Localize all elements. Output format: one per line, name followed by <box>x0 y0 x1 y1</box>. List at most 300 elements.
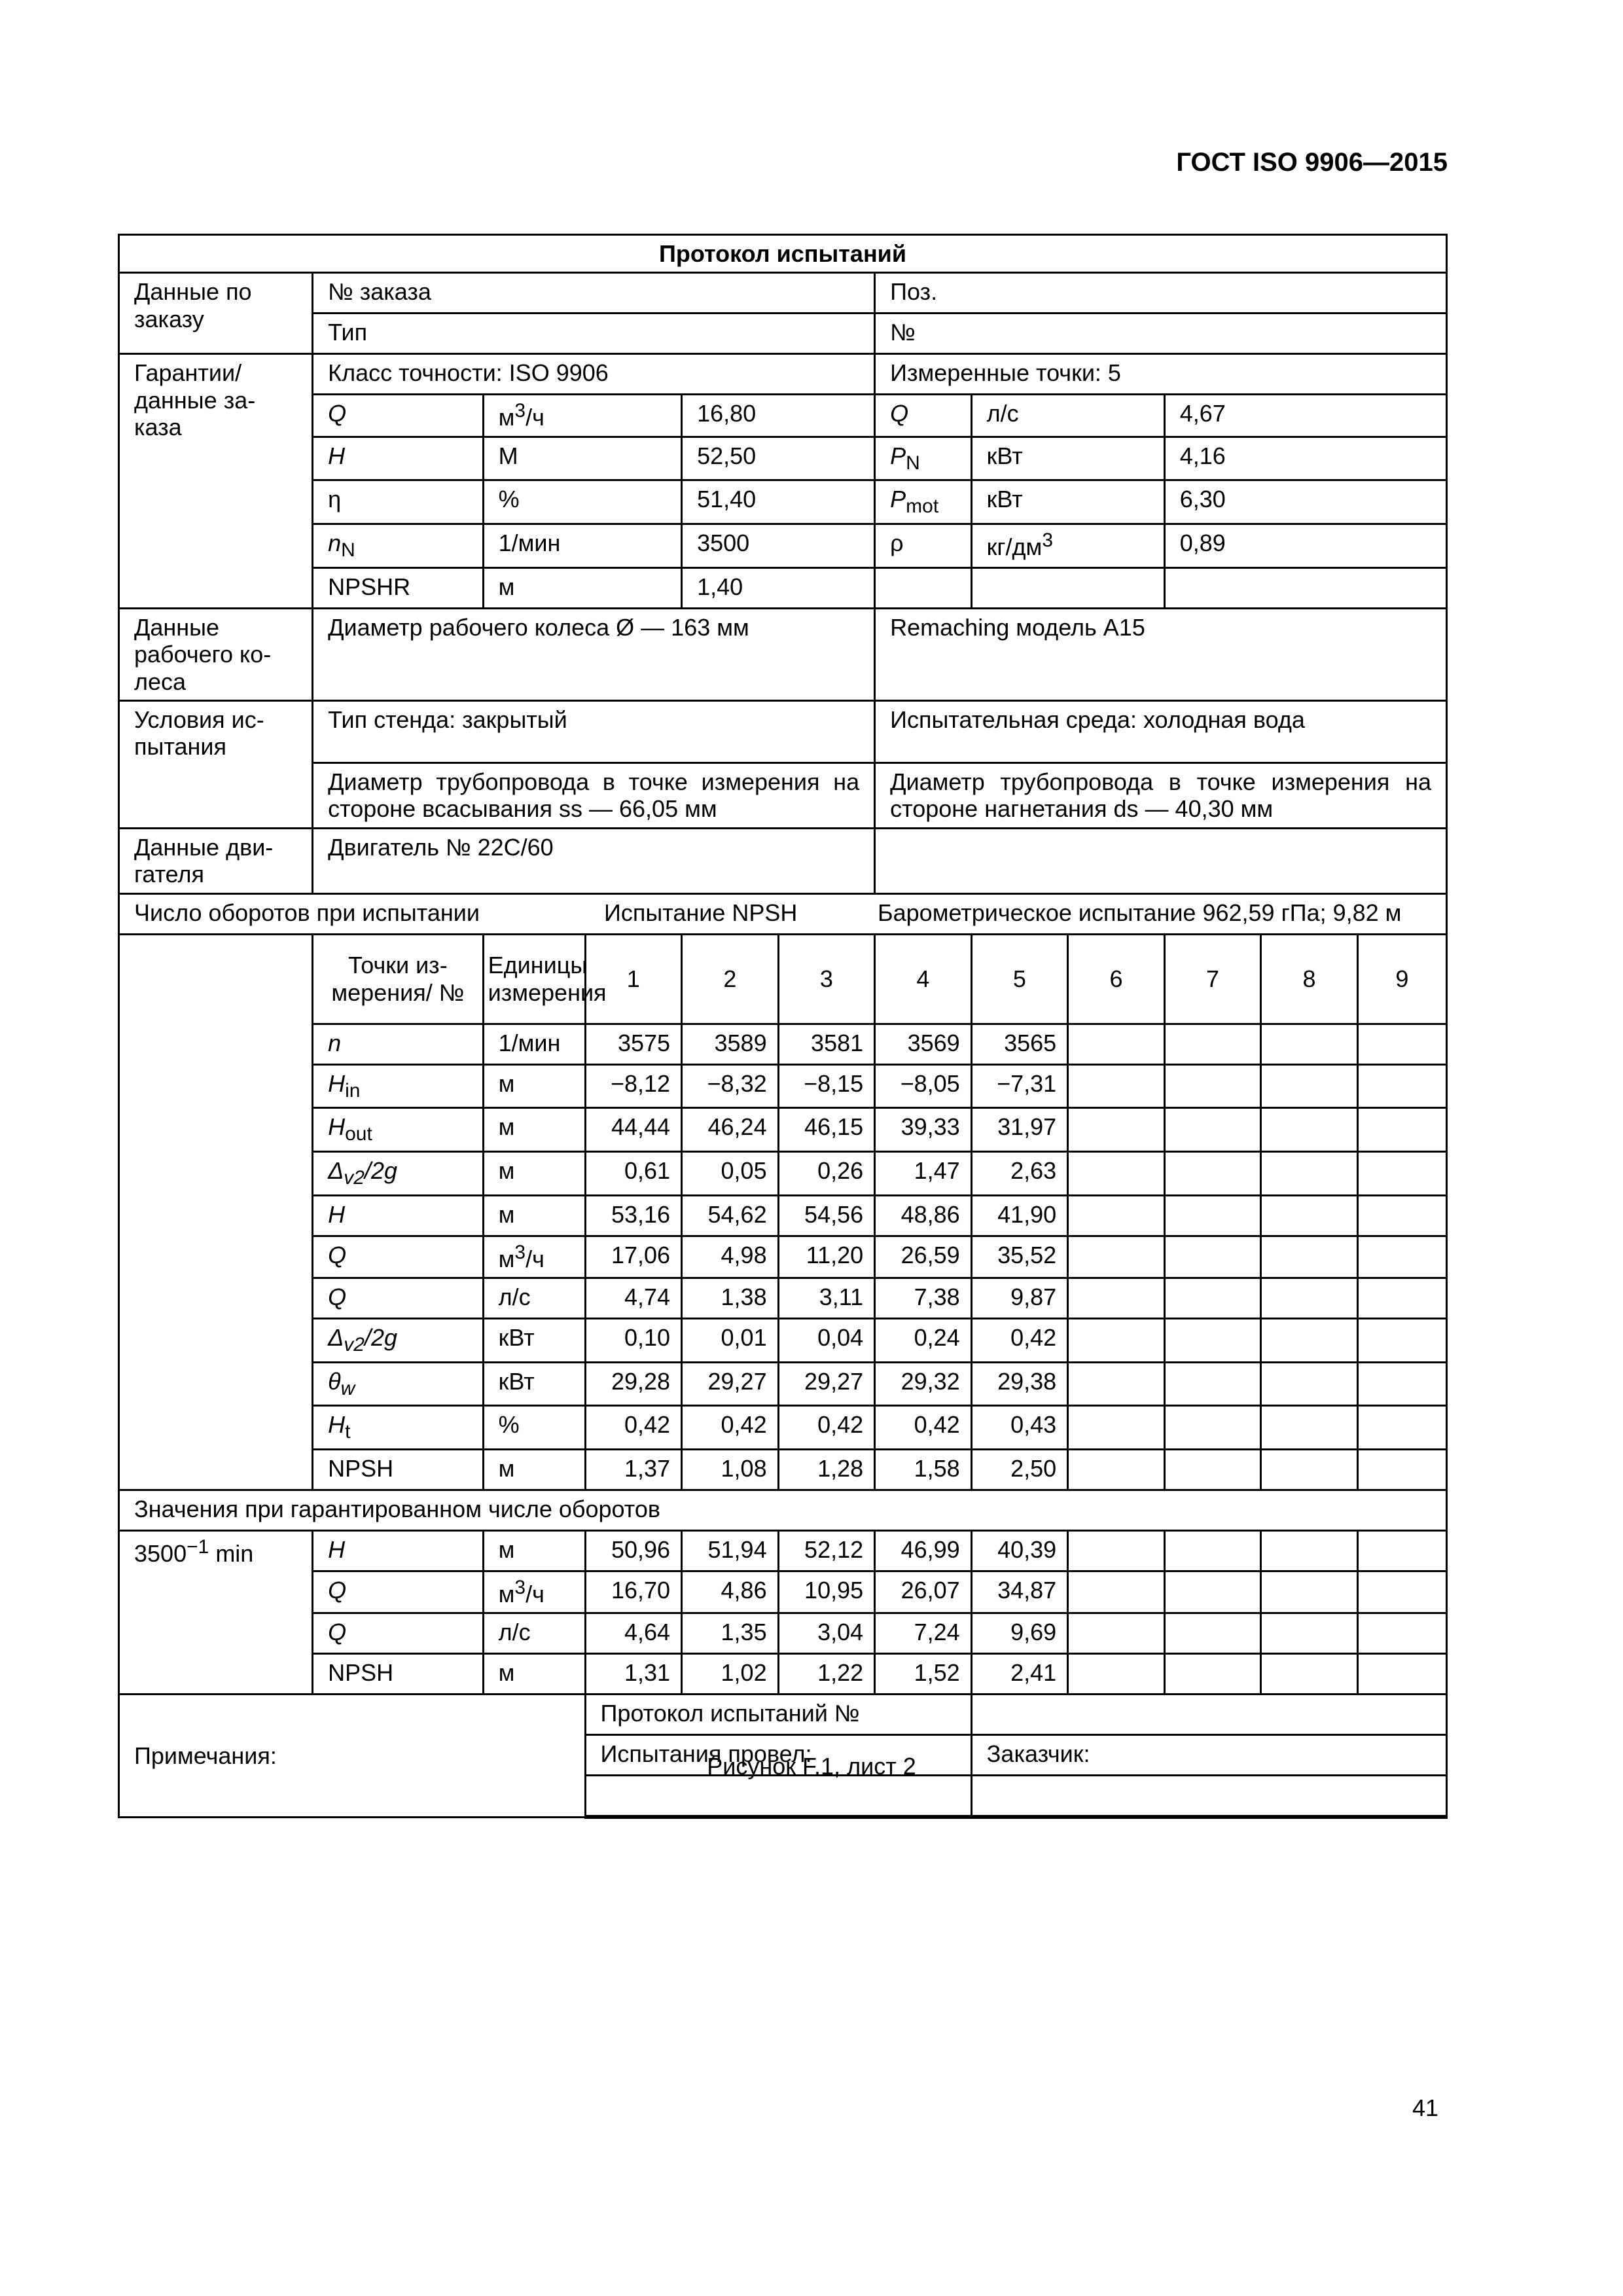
unit-text: кВт <box>986 486 1023 513</box>
guaranteed-value <box>1357 1531 1446 1571</box>
guaranteed-value <box>1357 1613 1446 1654</box>
guarantee-row <box>119 480 1447 524</box>
guaranteed-value <box>1068 1654 1165 1695</box>
symbol: H <box>328 1069 346 1097</box>
symbol: Q <box>328 400 347 427</box>
symbol: θ <box>328 1367 341 1395</box>
measurement-symbol <box>313 1278 484 1319</box>
measurement-row <box>119 1024 1447 1064</box>
guarantee-value: 3500 <box>682 524 875 568</box>
guaranteed-value: 40,39 <box>971 1531 1068 1571</box>
unit-superscript: 3 <box>514 1241 526 1263</box>
guarantee-symbol <box>313 395 484 437</box>
measurement-value: −8,32 <box>682 1064 779 1108</box>
guarantee-symbol <box>313 437 484 480</box>
measurement-unit <box>483 1064 585 1108</box>
guaranteed-row <box>119 1571 1447 1613</box>
symbol: NPSH <box>328 1659 394 1687</box>
unit-text: м <box>498 1659 515 1687</box>
notes-cell: Примечания: <box>119 1695 586 1818</box>
measurement-value <box>1357 1064 1446 1108</box>
guarantee-row <box>119 395 1447 437</box>
measurement-value: 0,43 <box>971 1406 1068 1450</box>
motor-label: Данные дви- гателя <box>119 828 313 893</box>
measurement-value <box>1068 1278 1165 1319</box>
customer-cell: Заказчик: <box>971 1735 1446 1776</box>
measurement-value: 26,59 <box>875 1236 972 1278</box>
unit-text: м <box>498 1581 515 1608</box>
guarantee-value-right: 6,30 <box>1164 480 1446 524</box>
measurement-value <box>1164 1362 1261 1406</box>
guaranteed-value: 51,94 <box>682 1531 779 1571</box>
measurement-value <box>1261 1362 1358 1406</box>
unit-text: м <box>498 1200 515 1228</box>
measurement-symbol <box>313 1450 484 1490</box>
measurement-value: 7,38 <box>875 1278 972 1319</box>
unit-text: м <box>498 1536 515 1564</box>
measurement-value <box>1164 1450 1261 1490</box>
measurement-value: 1,28 <box>778 1450 875 1490</box>
symbol: NPSH <box>328 1455 394 1482</box>
guaranteed-value: 50,96 <box>585 1531 682 1571</box>
measurement-value: 0,42 <box>682 1406 779 1450</box>
measurement-value <box>1164 1024 1261 1064</box>
measurement-value: 41,90 <box>971 1195 1068 1236</box>
symbol: Δ <box>328 1157 344 1184</box>
measurement-value: 0,01 <box>682 1319 779 1363</box>
guaranteed-speed-label <box>119 1531 313 1695</box>
measurement-row <box>119 1362 1447 1406</box>
guaranteed-row <box>119 1531 1447 1571</box>
guaranteed-value: 9,69 <box>971 1613 1068 1654</box>
measurement-value <box>1068 1406 1165 1450</box>
guarantee-row <box>119 437 1447 480</box>
guaranteed-symbol <box>313 1613 484 1654</box>
measurement-value <box>1357 1362 1446 1406</box>
guaranteed-value: 1,31 <box>585 1654 682 1695</box>
measurement-row <box>119 1195 1447 1236</box>
symbol: NPSHR <box>328 573 411 600</box>
measurement-row <box>119 1236 1447 1278</box>
point-number-header: 8 <box>1261 934 1358 1024</box>
symbol-subscript: in <box>345 1079 361 1102</box>
symbol: ρ <box>890 529 904 557</box>
motor-empty-cell <box>875 828 1447 893</box>
point-number-header: 7 <box>1164 934 1261 1024</box>
guarantee-value-right: 0,89 <box>1164 524 1446 568</box>
measurement-value: 4,98 <box>682 1236 779 1278</box>
guaranteed-value <box>1357 1654 1446 1695</box>
measurement-value: 54,62 <box>682 1195 779 1236</box>
guarantee-symbol-right <box>875 524 972 568</box>
measurement-symbol <box>313 1195 484 1236</box>
measurement-value <box>1068 1319 1165 1363</box>
guaranteed-value <box>1261 1654 1358 1695</box>
measurement-value: 0,42 <box>971 1319 1068 1363</box>
guaranteed-value <box>1357 1571 1446 1613</box>
measurement-value: 2,63 <box>971 1151 1068 1195</box>
guaranteed-value: 1,52 <box>875 1654 972 1695</box>
test-speed-line <box>119 893 1447 934</box>
measurement-row <box>119 1406 1447 1450</box>
measurement-value <box>1068 1362 1165 1406</box>
measurement-symbol <box>313 1108 484 1152</box>
impeller-model-cell: Remaching модель A15 <box>875 608 1447 700</box>
guarantee-row <box>119 524 1447 568</box>
guaranteed-value: 1,02 <box>682 1654 779 1695</box>
unit-column-header: Единицы измерения <box>483 934 585 1024</box>
measurement-value <box>1068 1064 1165 1108</box>
measurement-value: 54,56 <box>778 1195 875 1236</box>
guaranteed-value <box>1261 1613 1358 1654</box>
measurement-value: −8,12 <box>585 1064 682 1108</box>
symbol: H <box>328 1411 346 1439</box>
symbol: η <box>328 486 342 513</box>
measurement-value <box>1261 1278 1358 1319</box>
test-medium-cell: Испытательная среда: холодная вода <box>875 701 1447 763</box>
guaranteed-unit <box>483 1654 585 1695</box>
test-protocol-table <box>118 234 1448 1819</box>
guarantee-value: 16,80 <box>682 395 875 437</box>
unit-text: % <box>498 486 520 513</box>
symbol: Δ <box>328 1324 344 1352</box>
guarantee-symbol <box>313 480 484 524</box>
measurement-symbol <box>313 1236 484 1278</box>
measurement-value <box>1261 1064 1358 1108</box>
symbol-subscript: N <box>906 452 920 474</box>
measurement-value <box>1068 1024 1165 1064</box>
measurement-value <box>1357 1450 1446 1490</box>
point-number-header: 5 <box>971 934 1068 1024</box>
document-header: ГОСТ ISO 9906—2015 <box>1176 148 1448 177</box>
guaranteed-value <box>1068 1571 1165 1613</box>
measurement-value: −7,31 <box>971 1064 1068 1108</box>
measurement-row <box>119 1064 1447 1108</box>
guarantee-symbol <box>313 567 484 608</box>
measurement-value: 9,87 <box>971 1278 1068 1319</box>
symbol-subscript: out <box>345 1123 372 1145</box>
measurement-unit <box>483 1406 585 1450</box>
symbol: H <box>328 442 346 469</box>
guaranteed-value <box>1068 1613 1165 1654</box>
unit-tail: /ч <box>526 1581 544 1608</box>
measurement-value: 4,74 <box>585 1278 682 1319</box>
guaranteed-symbol <box>313 1531 484 1571</box>
unit-superscript: 3 <box>514 1577 526 1599</box>
protocol-number-cell: Протокол испытаний № <box>585 1695 971 1735</box>
measurement-value <box>1164 1319 1261 1363</box>
guaranteed-unit <box>483 1571 585 1613</box>
unit-superscript: 3 <box>1042 529 1053 552</box>
guaranteed-value: 16,70 <box>585 1571 682 1613</box>
measurement-value: 29,32 <box>875 1362 972 1406</box>
measurement-value <box>1164 1195 1261 1236</box>
measurement-unit <box>483 1151 585 1195</box>
guaranteed-symbol <box>313 1654 484 1695</box>
measurement-value: 35,52 <box>971 1236 1068 1278</box>
guarantee-symbol-right <box>875 480 972 524</box>
measurement-value: 44,44 <box>585 1108 682 1152</box>
barometric-test-text: Барометрическое испытание 962,59 гПа; 9,82 м <box>878 899 1402 926</box>
impeller-label: Данные рабочего ко- леса <box>119 608 313 700</box>
measurement-value: 1,37 <box>585 1450 682 1490</box>
guaranteed-value: 34,87 <box>971 1571 1068 1613</box>
unit-tail: /ч <box>526 1245 544 1272</box>
discharge-diameter-cell <box>875 763 1447 829</box>
measurement-value: 53,16 <box>585 1195 682 1236</box>
symbol-subscript: v2 <box>344 1334 365 1356</box>
unit-text: л/с <box>498 1283 531 1311</box>
unit-text: 1/мин <box>498 1029 561 1056</box>
measurement-unit <box>483 1236 585 1278</box>
measurement-unit <box>483 1319 585 1363</box>
guaranteed-value: 7,24 <box>875 1613 972 1654</box>
measurement-value <box>1357 1151 1446 1195</box>
motor-number-cell: Двигатель № 22С/60 <box>313 828 875 893</box>
number-cell: № <box>875 314 1447 354</box>
guarantee-value-right: 4,67 <box>1164 395 1446 437</box>
accuracy-class-cell: Класс точности: ISO 9906 <box>313 354 875 395</box>
symbol: P <box>890 442 906 469</box>
measurement-value <box>1357 1319 1446 1363</box>
symbol-subscript: w <box>340 1377 355 1399</box>
measurement-value <box>1164 1278 1261 1319</box>
unit-text: кВт <box>498 1324 535 1352</box>
symbol: Q <box>328 1241 347 1268</box>
unit-text: м <box>498 1455 515 1482</box>
guaranteed-value: 4,64 <box>585 1613 682 1654</box>
unit-text: м <box>498 1245 515 1272</box>
measurement-unit <box>483 1108 585 1152</box>
guaranteed-value <box>1164 1531 1261 1571</box>
measurement-value: 3581 <box>778 1024 875 1064</box>
guarantee-symbol-right <box>875 437 972 480</box>
measurement-symbol <box>313 1319 484 1363</box>
symbol: n <box>328 529 342 557</box>
position-cell: Поз. <box>875 273 1447 314</box>
guaranteed-value: 3,04 <box>778 1613 875 1654</box>
symbol-subscript: mot <box>906 495 939 518</box>
guarantee-unit-right <box>971 480 1164 524</box>
unit-text: м <box>498 1157 515 1184</box>
speed-value: 3500 <box>134 1540 187 1568</box>
measurement-value: 0,10 <box>585 1319 682 1363</box>
measurement-unit <box>483 1195 585 1236</box>
measurement-value: 17,06 <box>585 1236 682 1278</box>
discharge-line-1: Диаметр трубопровода в точке измерения на <box>890 768 1431 796</box>
measurement-value: 29,28 <box>585 1362 682 1406</box>
guarantee-symbol-right <box>875 395 972 437</box>
impeller-diameter-cell: Диаметр рабочего колеса Ø — 163 мм <box>313 608 875 700</box>
guaranteed-value: 26,07 <box>875 1571 972 1613</box>
guarantee-unit <box>483 437 681 480</box>
measurement-value: 1,08 <box>682 1450 779 1490</box>
guaranteed-row <box>119 1654 1447 1695</box>
guaranteed-unit <box>483 1531 585 1571</box>
measurement-value: 29,38 <box>971 1362 1068 1406</box>
symbol-subscript: t <box>345 1421 351 1443</box>
unit-text: м <box>498 573 515 600</box>
figure-caption: Рисунок F.1, лист 2 <box>707 1753 916 1780</box>
measurement-value <box>1261 1195 1358 1236</box>
unit-text: кВт <box>498 1367 535 1395</box>
measured-points-cell: Измеренные точки: 5 <box>875 354 1447 395</box>
point-number-header: 3 <box>778 934 875 1024</box>
guaranteed-value <box>1164 1571 1261 1613</box>
measurement-value <box>1261 1450 1358 1490</box>
measurement-value: 0,05 <box>682 1151 779 1195</box>
measurement-value <box>1261 1024 1358 1064</box>
guaranteed-row <box>119 1613 1447 1654</box>
npsh-test-text: Испытание NPSH <box>604 899 798 926</box>
measurement-row <box>119 1108 1447 1152</box>
tested-by-signature <box>585 1776 971 1818</box>
measurement-value: 3569 <box>875 1024 972 1064</box>
guaranteed-value: 10,95 <box>778 1571 875 1613</box>
symbol: P <box>890 486 906 513</box>
measurement-value: 1,47 <box>875 1151 972 1195</box>
measurement-row <box>119 1151 1447 1195</box>
guarantee-unit <box>483 524 681 568</box>
measurement-unit <box>483 1278 585 1319</box>
guaranteed-value: 1,22 <box>778 1654 875 1695</box>
measurement-value: 3589 <box>682 1024 779 1064</box>
measurement-value <box>1164 1151 1261 1195</box>
measurement-value <box>1357 1236 1446 1278</box>
measurement-value <box>1261 1108 1358 1152</box>
measurement-unit <box>483 1450 585 1490</box>
symbol: H <box>328 1536 346 1564</box>
point-number-header: 4 <box>875 934 972 1024</box>
measurement-value <box>1068 1195 1165 1236</box>
measurement-symbol <box>313 1024 484 1064</box>
measurement-value: −8,15 <box>778 1064 875 1108</box>
measurement-value: 0,42 <box>778 1406 875 1450</box>
point-number-header: 6 <box>1068 934 1165 1024</box>
unit-text: % <box>498 1411 520 1439</box>
point-column-header: Точки из- мерения/ № <box>313 934 484 1024</box>
measurement-value <box>1164 1236 1261 1278</box>
guarantee-value-right: 4,16 <box>1164 437 1446 480</box>
speed-superscript: −1 <box>187 1536 209 1558</box>
order-data-label: Данные по заказу <box>119 273 313 354</box>
measurement-symbol <box>313 1406 484 1450</box>
tested-by-cell: Испытания провел: <box>585 1735 971 1776</box>
test-stand-cell: Тип стенда: закрытый <box>313 701 875 763</box>
measurement-value: 29,27 <box>682 1362 779 1406</box>
protocol-number-value <box>971 1695 1446 1735</box>
symbol: n <box>328 1029 342 1056</box>
guarantee-unit-right <box>971 437 1164 480</box>
measurement-value <box>1261 1406 1358 1450</box>
suction-line-1: Диаметр трубопровода в точке измерения на <box>328 768 860 796</box>
unit-superscript: 3 <box>514 400 526 422</box>
symbol: Q <box>328 1619 347 1646</box>
measurement-row <box>119 1319 1447 1363</box>
measurement-value <box>1261 1151 1358 1195</box>
guarantee-symbol <box>313 524 484 568</box>
measurement-unit <box>483 1362 585 1406</box>
guaranteed-values-label: Значения при гарантированном числе оборотов <box>119 1490 1447 1531</box>
measurement-value: 1,38 <box>682 1278 779 1319</box>
customer-signature <box>971 1776 1446 1818</box>
guaranteed-unit <box>483 1613 585 1654</box>
test-speed-text: Число оборотов при испытании <box>134 899 480 926</box>
measurement-row <box>119 1278 1447 1319</box>
measurement-value: 0,61 <box>585 1151 682 1195</box>
measurement-value: 0,04 <box>778 1319 875 1363</box>
measurement-value <box>1068 1108 1165 1152</box>
guarantee-symbol-right <box>875 567 972 608</box>
guarantee-value: 1,40 <box>682 567 875 608</box>
unit-text: л/с <box>986 400 1019 427</box>
measurement-value <box>1357 1024 1446 1064</box>
page-number: 41 <box>1412 2094 1438 2121</box>
symbol-tail: /2g <box>364 1324 397 1352</box>
measurement-value: 29,27 <box>778 1362 875 1406</box>
measurement-value <box>1164 1406 1261 1450</box>
unit-text: м <box>498 1069 515 1097</box>
measurement-value: 11,20 <box>778 1236 875 1278</box>
guaranteed-value: 2,41 <box>971 1654 1068 1695</box>
measurement-value: −8,05 <box>875 1064 972 1108</box>
measurement-value: 2,50 <box>971 1450 1068 1490</box>
symbol-subscript: N <box>341 539 355 562</box>
measurement-value: 0,24 <box>875 1319 972 1363</box>
point-number-header: 1 <box>585 934 682 1024</box>
measurement-value <box>1357 1195 1446 1236</box>
measurement-symbol <box>313 1064 484 1108</box>
speed-unit: min <box>209 1540 254 1568</box>
measurement-value: 3,11 <box>778 1278 875 1319</box>
symbol-tail: /2g <box>364 1157 397 1184</box>
symbol: Q <box>328 1283 347 1311</box>
unit-text: кг/дм <box>986 533 1043 561</box>
unit-tail: /ч <box>526 404 544 431</box>
measurement-symbol <box>313 1151 484 1195</box>
guaranteed-value <box>1261 1571 1358 1613</box>
measurement-value <box>1261 1319 1358 1363</box>
point-number-header: 9 <box>1357 934 1446 1024</box>
order-number-cell: № заказа <box>313 273 875 314</box>
measurement-value: 3565 <box>971 1024 1068 1064</box>
measurement-value: 1,58 <box>875 1450 972 1490</box>
measurement-value <box>1357 1406 1446 1450</box>
measurement-row <box>119 1450 1447 1490</box>
symbol: H <box>328 1113 346 1141</box>
guarantee-unit-right <box>971 524 1164 568</box>
measurement-value <box>1068 1450 1165 1490</box>
discharge-line-2: стороне нагнетания ds — 40,30 мм <box>890 795 1274 823</box>
guarantee-unit <box>483 480 681 524</box>
symbol: H <box>328 1200 346 1228</box>
type-cell: Тип <box>313 314 875 354</box>
symbol: Q <box>328 1577 347 1604</box>
table-title: Протокол испытаний <box>119 235 1447 273</box>
measurement-value: 0,42 <box>585 1406 682 1450</box>
unit-text: м <box>498 1113 515 1141</box>
measurement-unit <box>483 1024 585 1064</box>
measurement-value <box>1164 1064 1261 1108</box>
guarantee-row <box>119 567 1447 608</box>
guaranteed-value: 52,12 <box>778 1531 875 1571</box>
guarantee-unit-right <box>971 395 1164 437</box>
test-conditions-label: Условия ис- пытания <box>119 701 313 829</box>
measurement-value <box>1164 1108 1261 1152</box>
unit-text: 1/мин <box>498 529 561 557</box>
measurement-value <box>1068 1151 1165 1195</box>
unit-text: кВт <box>986 442 1023 469</box>
